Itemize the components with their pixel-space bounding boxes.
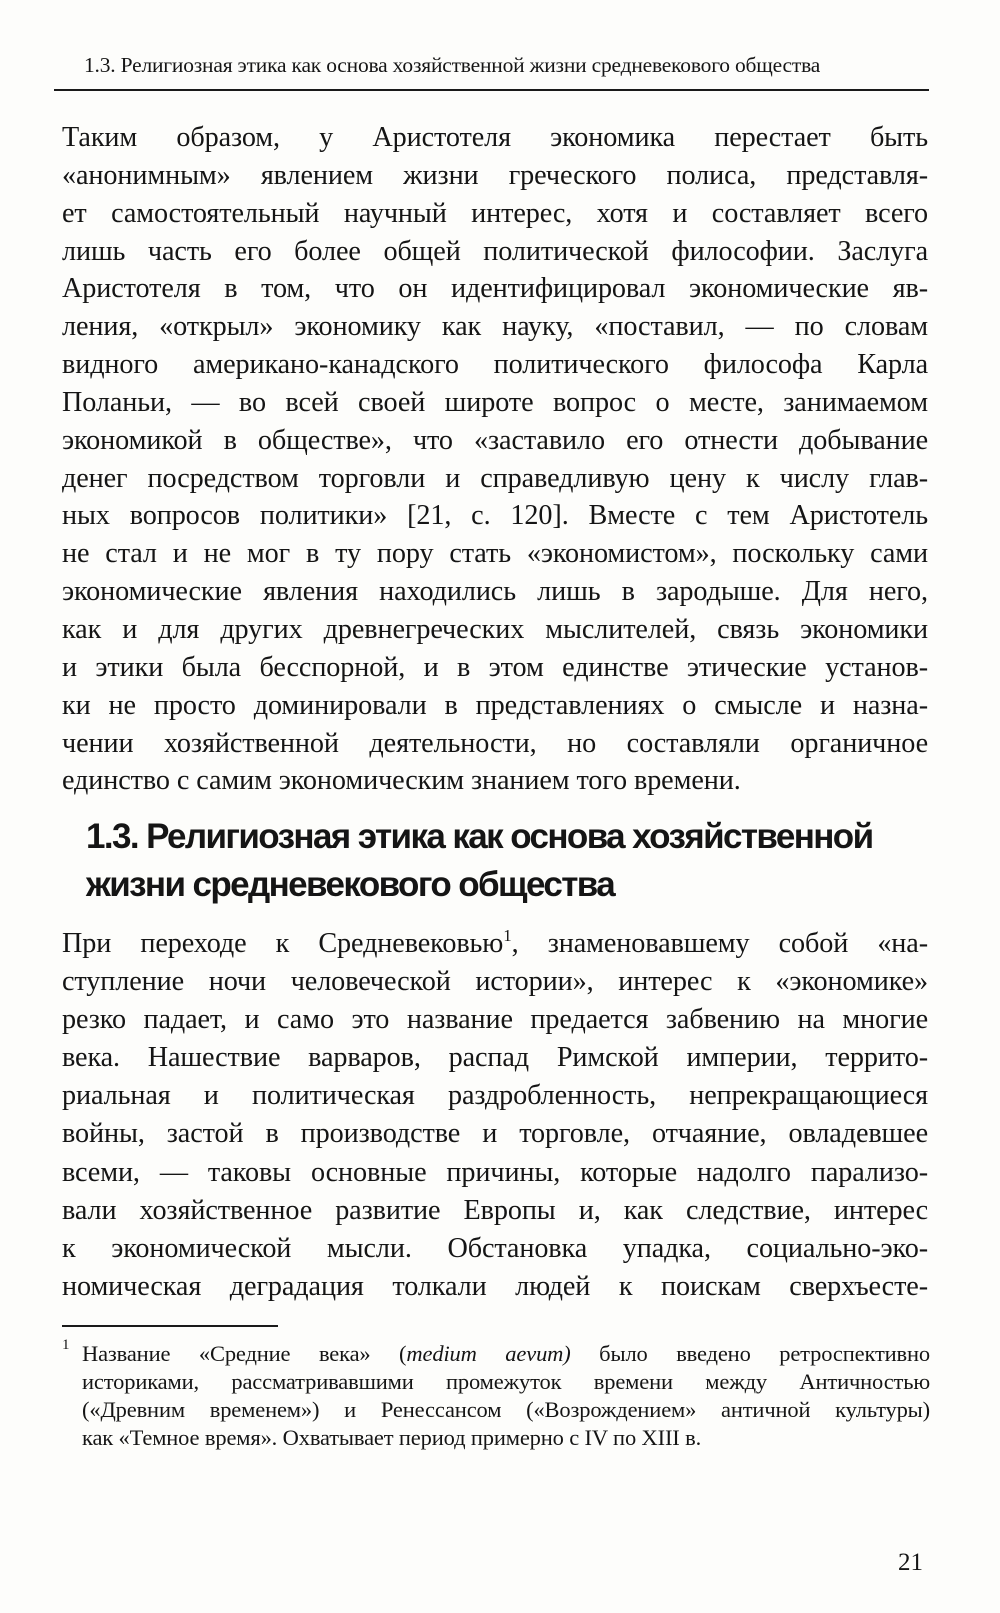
text-line [62, 925, 928, 963]
footnote-line [62, 1340, 930, 1368]
text-fragment: было введено ретроспективно [570, 1341, 930, 1366]
footnote [62, 1337, 930, 1452]
footnote-line: как «Темное время». Охватывает период примерно с IV по XIII в. [82, 1425, 702, 1450]
text-line: вали хозяйственное развитие Европы и, как следствие, интерес [62, 1194, 928, 1226]
text-line: денег посредством торговли и справедливую цену к числу глав- [62, 462, 928, 494]
text-line: к экономической мысли. Обстановка упадка, социально-эко- [62, 1232, 928, 1264]
footnote-reference[interactable]: 1 [503, 926, 512, 945]
text-line: экономикой в обществе», что «заставило его отнести добывание [62, 424, 928, 456]
footnote-line: историками, рассматривавшими промежуток времени между Античностью [82, 1369, 930, 1394]
text-line: как и для других древнегреческих мыслителей, связь экономики [62, 613, 928, 645]
footnote-rule [62, 1325, 278, 1327]
text-line: ки не просто доминировали в представлениях о смысле и назна- [62, 689, 928, 721]
text-line: Аристотеля в том, что он идентифицировал экономические яв- [62, 273, 928, 305]
text-line: века. Нашествие варваров, распад Римской империи, террито- [62, 1042, 928, 1074]
running-head: 1.3. Религиозная этика как основа хозяйственной жизни средневекового общества [84, 53, 821, 77]
text-line: войны, застой в производстве и торговле, отчаяние, овладевшее [62, 1118, 928, 1150]
text-line: «анонимным» явлением жизни греческого полиса, представля- [62, 159, 928, 191]
text-fragment: , знаменовавшему собой «на- [511, 928, 928, 959]
text-line: Поланьи, — во всей своей широте вопрос о месте, занимаемом [62, 386, 928, 418]
text-line: единство с самим экономическим знанием того времени. [62, 765, 741, 797]
page-number: 21 [898, 1549, 923, 1576]
text-line: ления, «открыл» экономику как науку, «поставил, — по словам [62, 311, 928, 343]
text-line: и этики была бесспорной, и в этом единстве этические установ- [62, 651, 928, 683]
section-heading [86, 813, 946, 909]
section-heading-line: 1.3. Религиозная этика как основа хозяйственной [86, 817, 873, 856]
footnote-mark: 1 [62, 1337, 70, 1353]
text-line: ступление ночи человеческой истории», интерес к «экономике» [62, 966, 928, 998]
text-line: Таким образом, у Аристотеля экономика перестает быть [62, 122, 928, 153]
text-line: всеми, — таковы основные причины, которые надолго парализо- [62, 1156, 928, 1188]
text-line: лишь часть его более общей политической философии. Заслуга [62, 235, 928, 267]
footnote-line: («Древним временем») и Ренессансом («Возрождением» античной культуры) [82, 1397, 930, 1422]
latin-term: medium aevum) [406, 1341, 571, 1366]
paragraph-middle-ages [62, 925, 928, 1306]
text-line: риальная и политическая раздробленность, непрекращающиеся [62, 1080, 928, 1112]
header-rule [54, 89, 929, 91]
text-fragment: При переходе к Средневековью [62, 928, 504, 959]
section-heading-line: жизни средневекового общества [86, 865, 615, 904]
text-line: чении хозяйственной деятельности, но составляли органичное [62, 727, 928, 759]
text-line: видного американо-канадского политического философа Карла [62, 349, 928, 381]
text-line: экономические явления находились лишь в зародыше. Для него, [62, 576, 928, 608]
text-fragment: Название «Средние века» ( [82, 1341, 407, 1366]
text-line: не стал и не мог в ту пору стать «экономистом», поскольку сами [62, 538, 928, 570]
text-line: номическая деградация толкали людей к поискам сверхъесте- [62, 1270, 928, 1302]
text-line: резко падает, и само это название предается забвению на многие [62, 1004, 928, 1036]
text-line: ет самостоятельный научный интерес, хотя и составляет всего [62, 197, 928, 229]
paragraph-aristotle [62, 119, 928, 800]
text-line: ных вопросов политики» [21, с. 120]. Вместе с тем Аристотель [62, 500, 928, 532]
